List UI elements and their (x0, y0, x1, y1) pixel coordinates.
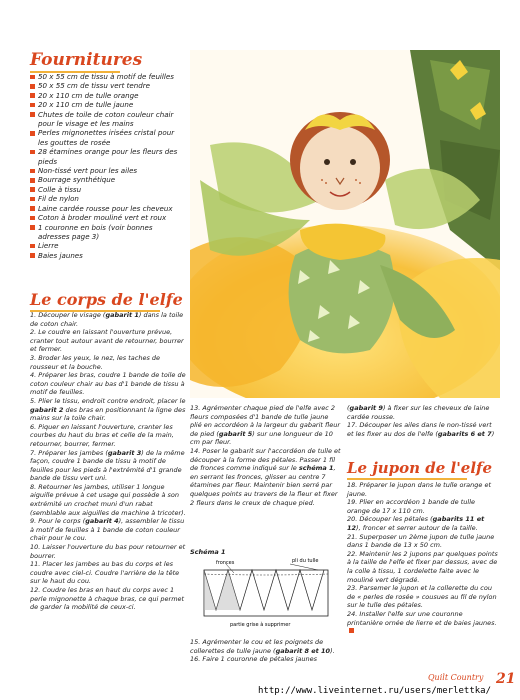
fourniture-item: Fil de nylon (30, 194, 182, 203)
instruction-step (347, 515, 499, 532)
instruction-step (30, 543, 186, 560)
corps-title-text: Le corps de l'elfe (30, 290, 183, 309)
heading-underline (347, 478, 467, 480)
schema-label-bottom: partie grise à supprimer (230, 622, 291, 628)
step-text: 19. Plier en accordéon 1 bande de tulle orange de 17 x 110 cm. (347, 498, 476, 515)
gabarit-reference: gabarits 11 et 12 (347, 515, 485, 532)
gabarit-reference: gabarits 6 et 7 (437, 429, 492, 438)
instruction-step (347, 550, 499, 584)
step-text: 23. Parsemer le jupon et la collerette du cou de « perles de rosée » cousues au fil de nylon sur le tulle des pétales. (347, 584, 497, 610)
gabarit-reference: gabarit 9 (349, 404, 383, 412)
corps-heading (30, 290, 183, 312)
gabarit-reference: gabarit 2 (30, 405, 64, 414)
step-text: 10. Laisser l'ouverture du bas pour retourner et bourrer. (30, 543, 186, 560)
col2-steps-column (190, 404, 342, 507)
step-text: 24. Installer l'elfe sur une couronne printanière ornée de lierre et de baies jaunes. (347, 609, 497, 627)
fourniture-item: Lierre (30, 241, 182, 250)
page-number: 21 (496, 671, 516, 687)
step-text: 2. Le coudre en laissant l'ouverture prévue, cranter tout autour avant de retourner, bourrer et fermer. (30, 328, 184, 354)
jupon-title-text: Le jupon de l'elfe (347, 459, 493, 477)
fourniture-item: 50 x 55 cm de tissu vert tendre (30, 81, 182, 90)
step-text: 1. Découper le visage ( (30, 311, 106, 319)
fournitures-list (30, 72, 182, 260)
instruction-step (30, 423, 186, 449)
instruction-step (30, 397, 186, 423)
step-text: , en serrant les fronces, glisser au centre 7 étamines par fleur. Maintenir bien serré par quelques points au travers de la fleur et fixer 2 fleurs dans le creux de chaque pied. (190, 464, 338, 507)
fourniture-item: 20 x 110 cm de tulle jaune (30, 100, 182, 109)
fourniture-item: Coton à broder mouliné vert et roux (30, 213, 182, 222)
instruction-step (30, 354, 186, 371)
instruction-step (190, 404, 342, 447)
step-text: ), assembler le tissu à motif de feuilles à 1 bande de coton couleur chair pour le cou. (30, 517, 185, 543)
schema-title: Schéma 1 (190, 548, 226, 556)
fourniture-item: Bourrage synthétique (30, 175, 182, 184)
step-text: 20. Découper les pétales ( (347, 515, 433, 524)
instruction-step (347, 584, 499, 610)
instruction-step (30, 586, 186, 612)
col3-steps-column (347, 404, 499, 438)
schema-label-fronces: fronces (216, 560, 235, 566)
instruction-step (30, 483, 186, 517)
instruction-step (190, 655, 342, 664)
instruction-step (190, 447, 342, 507)
fourniture-item: 50 x 55 cm de tissu à motif de feuilles (30, 72, 182, 81)
gabarit-reference: gabarit 5 (218, 429, 253, 438)
gabarit-reference: gabarit 3 (107, 448, 142, 457)
col2-steps-column-bottom (190, 638, 342, 664)
step-text: 8. Retourner les jambes, utiliser 1 longue aiguille prévue à cet usage qui possède à son extrémité un crochet muni d'un rabat (semblable aux aiguilles de machine à tricoter). (30, 482, 186, 517)
instruction-step (30, 371, 186, 397)
gabarit-reference: schéma 1 (298, 464, 334, 473)
instruction-step (190, 638, 342, 655)
instruction-step (30, 449, 186, 483)
step-text: ). (330, 646, 335, 655)
step-text: 14. Poser le gabarit sur l'accordéon de tulle et découper à la forme des pétales. Passer 1 fil de fronces comme indiqué sur le (190, 446, 341, 473)
instruction-step (30, 311, 186, 328)
step-text: 21. Superposer un 2ème jupon de tulle jaune dans 1 bande de 13 x 50 cm. (347, 532, 495, 550)
instruction-step (30, 328, 186, 354)
step-text: 15. Agrémenter le cou et les poignets de collerettes de tulle jaune ( (190, 638, 324, 655)
step-text: ( (347, 404, 350, 412)
instruction-step (347, 498, 499, 515)
instruction-step (347, 481, 499, 498)
step-text: ) à fixer sur les cheveux de laine cardée rousse. (347, 404, 490, 421)
fourniture-item: Chutes de toile de coton couleur chair pour le visage et les mains (30, 110, 182, 129)
step-text: ), froncer et serrer autour de la taille. (356, 523, 478, 532)
gabarit-reference: gabarit 4 (85, 517, 119, 526)
step-text: 13. Agrémenter chaque pied de l'elfe avec 2 fleurs composées d'1 bande de tulle jaune plié en accordéon à la largeur du gabarit fleur de pied ( (190, 404, 341, 438)
end-mark (349, 628, 354, 633)
step-text: 3. Broder les yeux, le nez, les taches de rousseur et la bouche. (30, 353, 161, 371)
step-text: 22. Maintenir les 2 jupons par quelques points à la taille de l'elfe et fixer par dessus, avec de la colle à tissu, 1 cordelette faite avec le mouliné vert dégradé. (347, 549, 498, 584)
instruction-step (347, 533, 499, 550)
elf-doll-photo (190, 50, 500, 398)
schema-1-diagram (190, 556, 342, 630)
step-text: 7. Préparer les jambes ( (30, 448, 108, 457)
jupon-steps-column (347, 481, 499, 636)
step-text: 18. Préparer le jupon dans le tulle orange et jaune. (347, 481, 491, 498)
fourniture-item: Laine cardée rousse pour les cheveux (30, 204, 182, 213)
fourniture-item: Baies jaunes (30, 251, 182, 260)
jupon-heading (347, 459, 492, 480)
fourniture-item: Perles mignonettes irisées cristal pour les gouttes de rosée (30, 128, 182, 147)
fourniture-item: 20 x 110 cm de tulle orange (30, 91, 182, 100)
watermark-url: http://www.liveinternet.ru/users/merlettka/ (258, 686, 491, 696)
instruction-step (347, 404, 499, 421)
fourniture-item: Non-tissé vert pour les ailes (30, 166, 182, 175)
instruction-step (30, 517, 186, 543)
fourniture-item: Colle à tissu (30, 185, 182, 194)
fourniture-item: 1 couronne en bois (voir bonnes adresses page 3) (30, 223, 182, 242)
step-text: 4. Préparer les bras, coudre 1 bande de toile de coton couleur chair au bas d'1 bande de tissu à motif de feuilles. (30, 371, 186, 397)
step-text: ) de la même façon, coudre 1 bande de tissu à motif de feuilles pour les pieds à l'extrémité d'1 grande bande de tissu vert uni. (30, 448, 185, 483)
gabarit-reference: gabarit 8 et 10 (275, 646, 331, 655)
step-text: ) sur une longueur de 10 cm par fleur. (190, 429, 333, 447)
fournitures-title-text: Fournitures (30, 50, 143, 70)
step-text: 11. Placer les jambes au bas du corps et les coudre avec ciel-ci. Coudre l'arrière de la tête sur le haut du cou. (30, 560, 180, 586)
schema-label-pli: pli du tulle (292, 558, 319, 564)
step-text: 5. Plier le tissu, endroit contre endroit, placer le (30, 396, 186, 405)
fourniture-item: 28 étamines orange pour les fleurs des pieds (30, 147, 182, 166)
instruction-step (347, 610, 499, 636)
step-text: ) (491, 429, 495, 438)
instruction-step (30, 560, 186, 586)
step-text: ) dans la toile de coton chair. (30, 311, 184, 328)
step-text: 16. Faire 1 couronne de pétales jaunes (190, 655, 318, 664)
corps-steps-column (30, 311, 186, 612)
step-text: 17. Découper les ailes dans le non-tissé vert et les fixer au dos de l'elfe ( (347, 421, 492, 438)
schema-1-drawing (190, 556, 342, 630)
fournitures-heading (30, 50, 142, 73)
step-text: 9. Pour le corps ( (30, 517, 86, 526)
elf-doll-illustration (190, 50, 500, 398)
instruction-step (347, 421, 499, 438)
magazine-name: Quilt Country (428, 673, 484, 682)
step-text: des bras en positionnant la ligne des mains sur la toile chair. (30, 405, 186, 423)
gabarit-reference: gabarit 1 (105, 311, 139, 319)
step-text: 12. Coudre les bras en haut du corps avec 1 perle mignonette à chaque bras, ce qui permet de garder la mobilité de ceux-ci. (30, 586, 185, 612)
step-text: 6. Piquer en laissant l'ouverture, cranter les courbes du haut du bras et celle de la main, retourner, bourrer, fermer. (30, 422, 174, 448)
